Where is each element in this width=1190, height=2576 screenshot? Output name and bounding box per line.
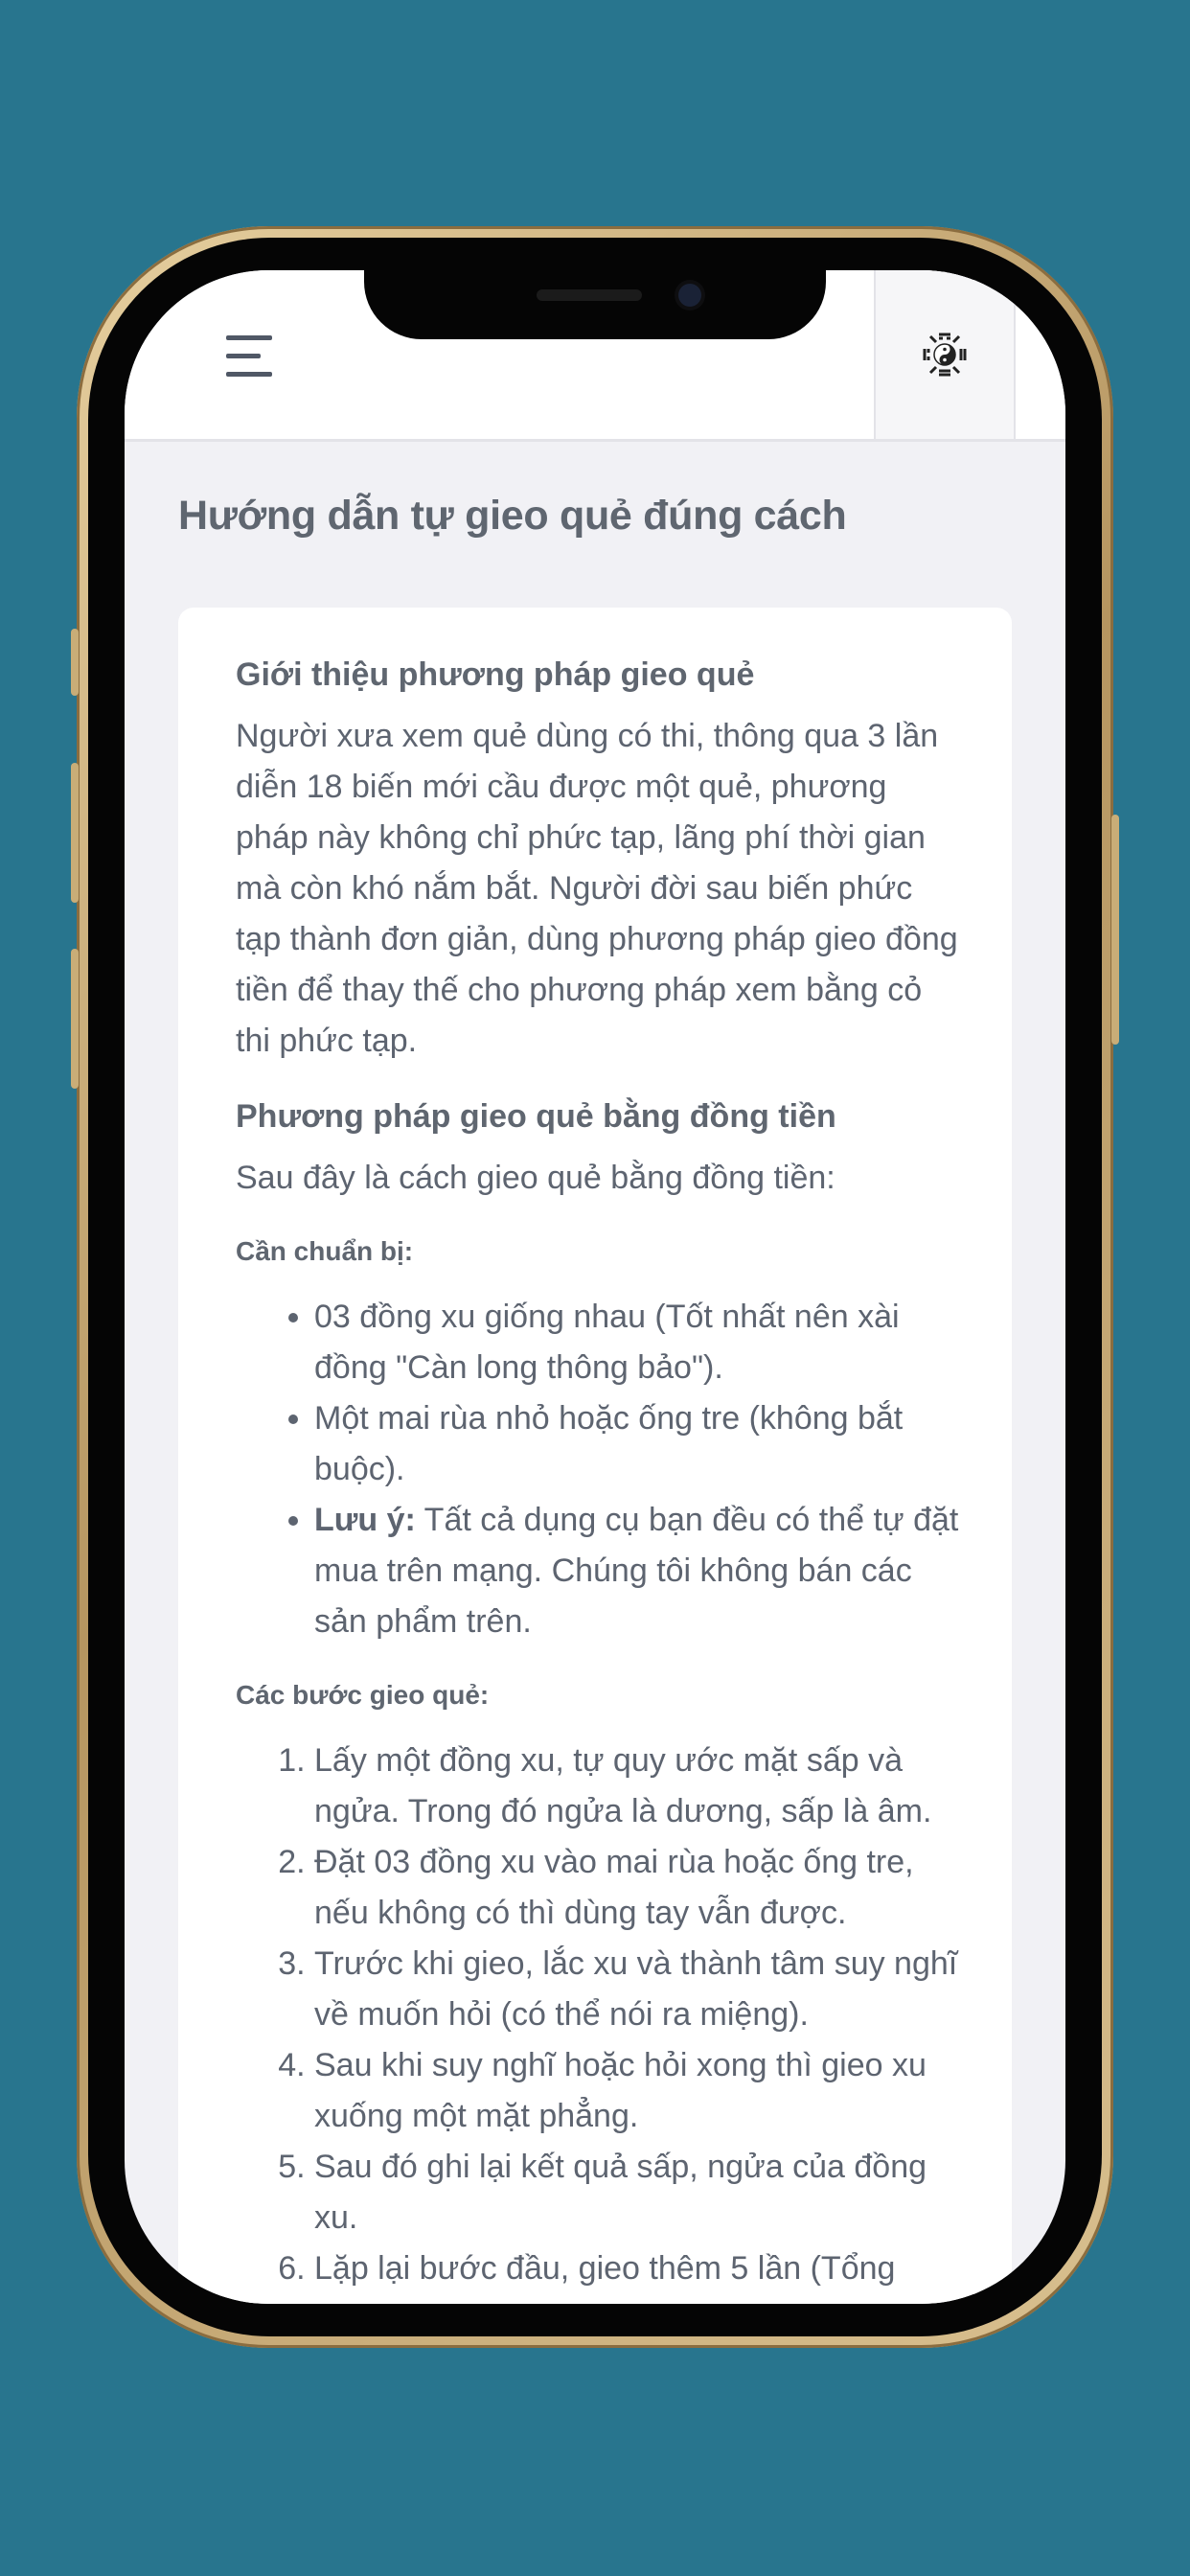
steps-heading: Các bước gieo quẻ: — [236, 1680, 490, 1710]
front-camera — [678, 284, 701, 307]
silent-switch — [71, 629, 79, 696]
intro-text: Người xưa xem quẻ dùng có thi, thông qua 3 lần diễn 18 biến mới cầu được một quẻ, phương pháp này không chỉ phức tạp, lãng phí thời gian mà còn khó nắm bắt. Người đời sau biến phức tạp thành đơn giản, dùng phương pháp gieo đồng tiền để thay thế cho phương pháp xem bằng cỏ thi phức tạp. — [236, 718, 958, 1059]
list-item: 2. Đặt 03 đồng xu vào mai rùa hoặc ống tre, nếu không có thì dùng tay vẫn được. — [314, 1837, 964, 1939]
page-title: Hướng dẫn tự gieo quẻ đúng cách — [178, 493, 847, 539]
power-button — [1111, 815, 1119, 1045]
list-item: 5. Sau đó ghi lại kết quả sấp, ngửa của đồng xu. — [314, 2142, 964, 2243]
screen — [125, 270, 1065, 2304]
list-item: • 03 đồng xu giống nhau (Tốt nhất nên xài đồng "Càn long thông bảo"). — [314, 1292, 964, 1393]
list-item: 3. Trước khi gieo, lắc xu và thành tâm suy nghĩ về muốn hỏi (có thể nói ra miệng). — [314, 1939, 964, 2040]
steps-list — [236, 1736, 964, 2294]
volume-down-button — [71, 949, 79, 1089]
note-label: Lưu ý: — [314, 1502, 416, 1538]
logo-button[interactable] — [874, 270, 1016, 439]
yin-yang-bagua-icon — [922, 332, 968, 378]
method-text: Sau đây là cách gieo quẻ bằng đồng tiền: — [236, 1160, 835, 1196]
method-heading: Phương pháp gieo quẻ bằng đồng tiền — [236, 1098, 836, 1135]
hamburger-menu-icon — [226, 335, 272, 340]
prepare-heading: Cần chuẩn bị: — [236, 1236, 414, 1266]
speaker-grille — [537, 289, 642, 301]
prepare-list — [236, 1292, 964, 1647]
list-item: • Một mai rùa nhỏ hoặc ống tre (không bắt buộc). — [314, 1393, 964, 1495]
note-text: Tất cả dụng cụ bạn đều có thể tự đặt mua trên mạng. Chúng tôi không bán các sản phẩm trên. — [314, 1502, 959, 1640]
menu-button[interactable] — [226, 335, 272, 378]
list-item: 4. Sau khi suy nghĩ hoặc hỏi xong thì gieo xu xuống một mặt phẳng. — [314, 2040, 964, 2142]
intro-heading: Giới thiệu phương pháp gieo quẻ — [236, 656, 755, 693]
list-item: 6. Lặp lại bước đầu, gieo thêm 5 lần (Tổng — [314, 2243, 964, 2294]
guide-card — [178, 608, 1012, 2304]
volume-up-button — [71, 763, 79, 903]
list-item: 1. Lấy một đồng xu, tự quy ước mặt sấp và ngửa. Trong đó ngửa là dương, sấp là âm. — [314, 1736, 964, 1837]
device-notch — [364, 270, 826, 339]
list-item — [314, 1495, 964, 1647]
